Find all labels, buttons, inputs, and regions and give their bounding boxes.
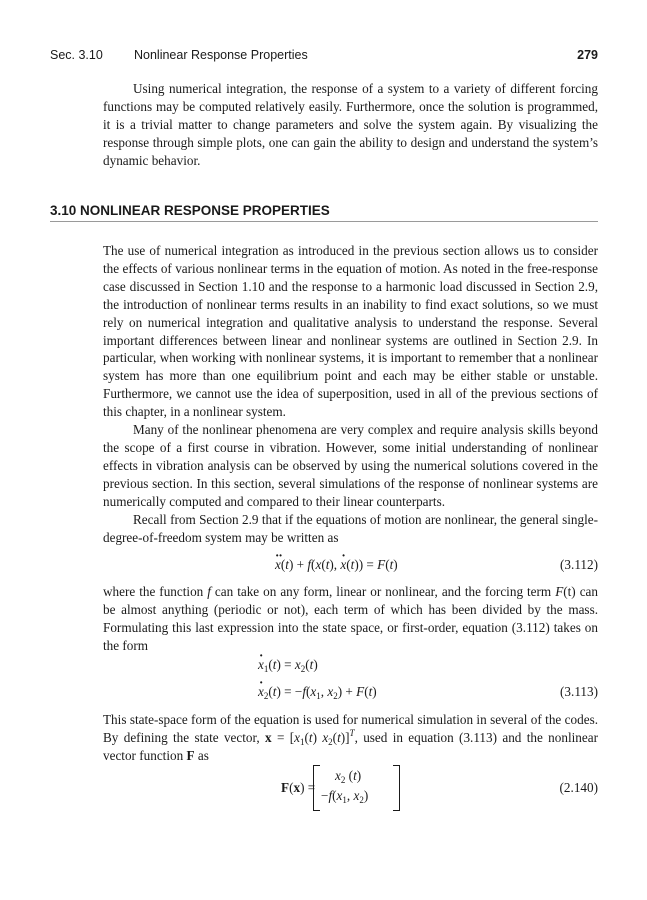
page-number: 279 xyxy=(577,48,598,62)
paragraph-3: Recall from Section 2.9 that if the equations of motion are nonlinear, the general single-degree-of-freedom system may be written as xyxy=(103,512,598,545)
equation-number: (3.112) xyxy=(560,557,598,572)
paragraph-2: Many of the nonlinear phenomena are very complex and require analysis skills beyond the scope of a first course in vibration. However, some initial understanding of nonlinear effects in vibration analysis can be observed by using the numerical solutions covered in the previous section. In this section, several simulations of the response of nonlinear systems are numerically computed and compared to their linear counterparts. xyxy=(103,422,598,509)
equation-3-113-line2: · $x_2(t) = -f(x_1$, $x_2) + F(t)$ (3.113) xyxy=(103,684,598,704)
running-title: Nonlinear Response Properties xyxy=(134,48,308,62)
running-header xyxy=(50,48,598,66)
equation-3-112 xyxy=(103,557,598,577)
section-number: Sec. 3.10 xyxy=(50,48,103,62)
equation-3-113-line1: · $x_1(t) = x_2(t)$ xyxy=(103,657,598,677)
section-heading: 3.10 NONLINEAR RESPONSE PROPERTIES xyxy=(50,203,598,222)
equation-number: (3.113) xyxy=(560,684,598,699)
paragraph-1: The use of numerical integration as introduced in the previous section allows us to consider the effects of various nonlinear terms in the equation of motion. As noted in the free-response case discussed in Section 1.10 and the response to a harmonic load discussed in Section 2.9, the introduction of nonlinear terms results in an inability to find exact solutions, so we must rely on numerical integration and qualitative analysis to understand the response. Several important differences between linear and nonlinear systems are outlined in Section 2.9. In particular, when working with nonlinear systems, it is important to remember that a nonlinear system has more than one equilibrium point and each may be either stable or unstable. Furthermore, we cannot use the idea of superposition, used in all of the previous sections of this chapter, in a nonlinear system. xyxy=(103,243,598,420)
paragraph-5: This state-space form of the equation is used for numerical simulation in several of the codes. By defining the state vector, $x = [x_1(t)$ $x_2(t)]^T$, used in equation (3.113) and the nonlinear vector function F as xyxy=(103,712,598,763)
paragraph-4: where the function f can take on any form, linear or nonlinear, and the forcing term F(t) can be almost anything (periodic or not), each term of which has been divided by the mass. Formulating this last expression into the state space, or first-order, equation (3.112) takes on the form xyxy=(103,584,598,653)
equation-2-140: F(x) = $x_2$ (t) $-f(x_1$, $x_2$) (2.140) xyxy=(103,765,598,811)
equation-3-112-body: ·· x(t) + f(x(t), · x(t)) = F(t) xyxy=(275,557,398,573)
intro-paragraph: Using numerical integration, the response of a system to a variety of different forcing functions may be computed relatively easily. Furthermore, once the solution is programmed, it is a trivial matter to change parameters and solve the system again. By visualizing the response through simple plots, one can gain the ability to design and understand the system’s dynamic behavior. xyxy=(103,81,598,168)
equation-number: (2.140) xyxy=(559,780,598,795)
